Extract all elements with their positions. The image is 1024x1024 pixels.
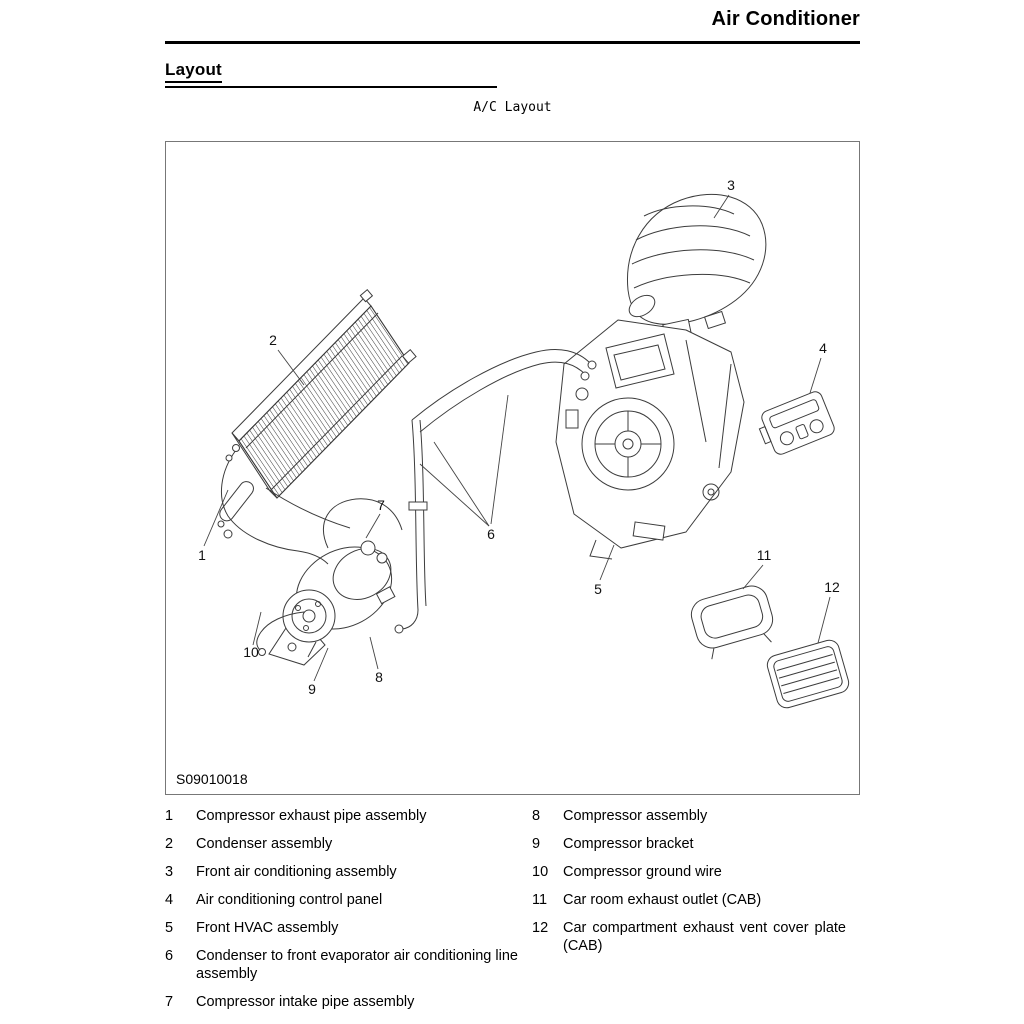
callout-5: 5 <box>594 581 602 597</box>
legend-item-text: Compressor exhaust pipe assembly <box>196 808 427 824</box>
legend-item <box>165 863 532 881</box>
legend-item <box>165 891 532 909</box>
legend-item <box>532 919 860 955</box>
control-panel-drawing <box>754 390 836 459</box>
legend-item-text: Front HVAC assembly <box>196 920 339 936</box>
legend-item-text: Car room exhaust outlet (CAB) <box>563 892 762 908</box>
legend-item <box>165 807 532 825</box>
legend-item-text: Compressor assembly <box>563 808 708 824</box>
legend <box>165 807 860 1021</box>
legend-item-text: Condenser to front evaporator air conditioning line assembly <box>196 948 518 982</box>
legend-item <box>165 835 532 853</box>
legend-item-text: Compressor intake pipe assembly <box>196 994 415 1010</box>
callout-8: 8 <box>375 669 383 685</box>
callout-12: 12 <box>824 579 840 595</box>
callout-4: 4 <box>819 340 827 356</box>
callout-2: 2 <box>269 332 277 348</box>
legend-item-number: 3 <box>165 864 174 880</box>
callout-3: 3 <box>727 177 735 193</box>
compressor-drawing <box>257 531 406 665</box>
callout-6: 6 <box>487 526 495 542</box>
ac-layout-diagram <box>166 142 859 792</box>
callout-9: 9 <box>308 681 316 697</box>
figure-caption: A/C Layout <box>473 100 552 115</box>
legend-item-number: 8 <box>532 808 541 824</box>
legend-item <box>532 891 860 909</box>
callout-7: 7 <box>377 497 385 513</box>
callout-10: 10 <box>243 644 259 660</box>
section-heading-wrap <box>165 60 860 88</box>
legend-item-text: Compressor bracket <box>563 836 694 852</box>
legend-item <box>532 807 860 825</box>
condenser-drawing <box>217 290 416 538</box>
legend-item <box>165 947 532 983</box>
legend-column-left <box>165 807 532 1021</box>
figure-panel <box>165 141 860 795</box>
legend-item-number: 5 <box>165 920 174 936</box>
legend-item-text: Compressor ground wire <box>563 864 722 880</box>
page-title: Air Conditioner <box>711 8 860 30</box>
callout-11: 11 <box>756 547 772 563</box>
legend-item <box>165 993 532 1011</box>
legend-column-right <box>532 807 860 1021</box>
vent-cover-drawing <box>765 638 851 710</box>
legend-item-number: 1 <box>165 808 174 824</box>
section-rule <box>165 86 497 88</box>
legend-item-number: 4 <box>165 892 174 908</box>
legend-item-number: 10 <box>532 864 549 880</box>
legend-item-number: 2 <box>165 836 174 852</box>
legend-item-number: 9 <box>532 836 541 852</box>
legend-item <box>532 835 860 853</box>
legend-item-text: Condenser assembly <box>196 836 333 852</box>
section-title: Layout <box>165 60 222 83</box>
page-header <box>165 8 860 31</box>
legend-item-number: 6 <box>165 948 174 964</box>
legend-item-text: Front air conditioning assembly <box>196 864 397 880</box>
legend-item-number: 12 <box>532 920 549 936</box>
header-rule <box>165 41 860 44</box>
legend-item-number: 7 <box>165 994 174 1010</box>
legend-item-text: Air conditioning control panel <box>196 892 383 908</box>
legend-item-text: Car compartment exhaust vent cover plate (CAB) <box>563 920 846 954</box>
figure-code: S09010018 <box>176 771 248 787</box>
callout-1: 1 <box>198 547 206 563</box>
exhaust-outlet-drawing <box>688 582 780 661</box>
legend-item <box>532 863 860 881</box>
legend-item-number: 11 <box>532 892 548 908</box>
legend-item <box>165 919 532 937</box>
